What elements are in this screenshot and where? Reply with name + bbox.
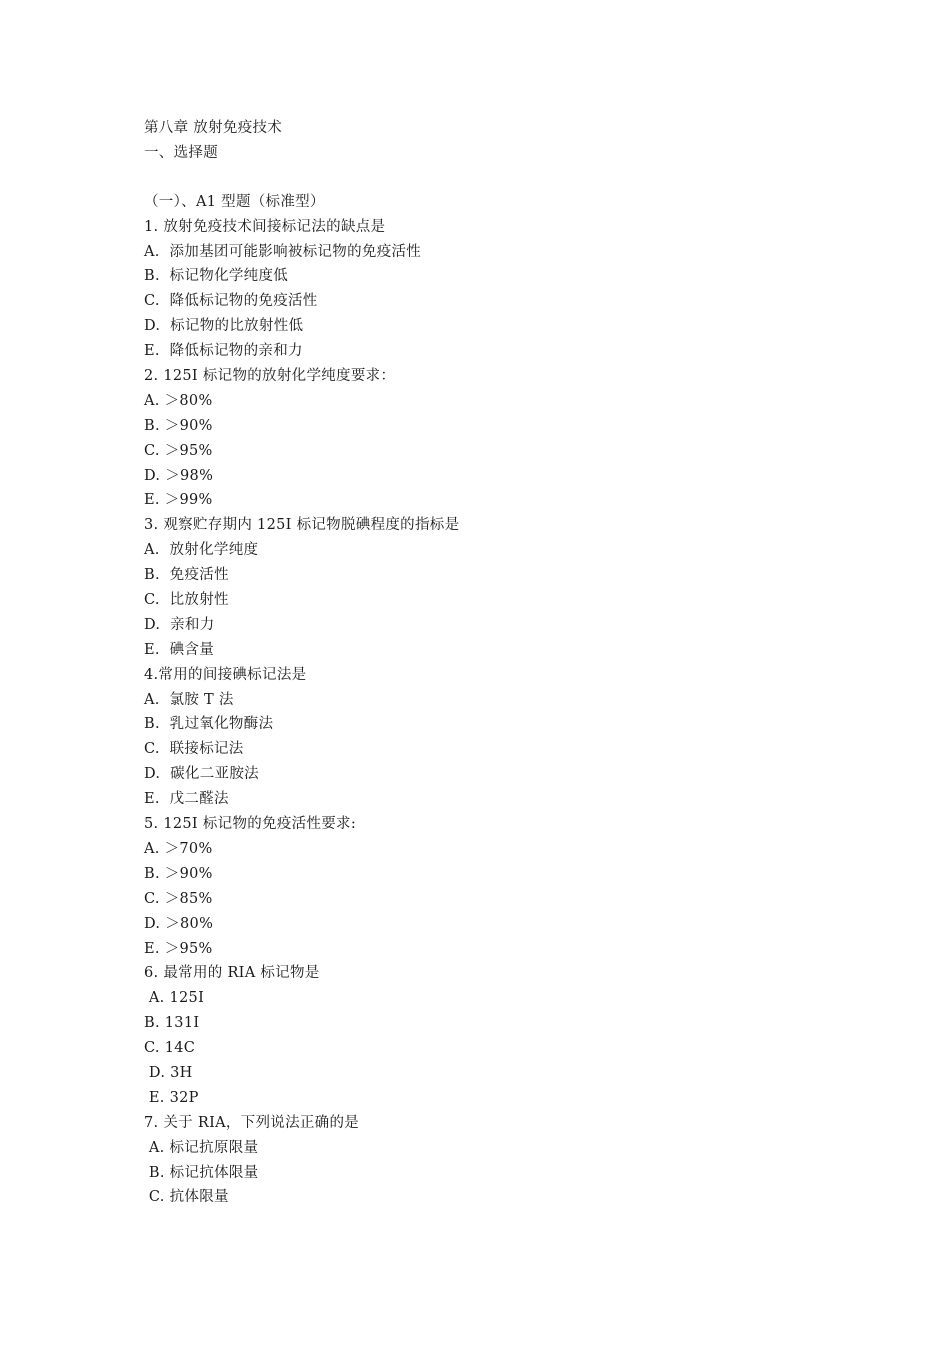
- answer-option: C. 联接标记法: [144, 741, 244, 758]
- answer-option: C. 比放射性: [144, 592, 229, 609]
- answer-option: D. 标记物的比放射性低: [144, 318, 304, 335]
- blank-line: [144, 166, 844, 190]
- answer-option: A. 添加基团可能影响被标记物的免疫活性: [144, 243, 422, 260]
- answer-option: B. 免疫活性: [144, 567, 229, 584]
- answer-option: A. ＞80%: [144, 392, 213, 409]
- answer-option: E. 戊二醛法: [144, 791, 229, 808]
- answer-option: C. 抗体限量: [144, 1189, 229, 1206]
- answer-option: D. ＞98%: [144, 467, 214, 484]
- answer-option: C. ＞95%: [144, 442, 213, 459]
- section-title: 一、选择题: [144, 144, 218, 161]
- answer-option: E. 32P: [144, 1089, 199, 1106]
- answer-option: B. 标记物化学纯度低: [144, 268, 289, 285]
- answer-option: D. ＞80%: [144, 915, 214, 932]
- question-stem: 3. 观察贮存期内 125I 标记物脱碘程度的指标是: [144, 517, 460, 534]
- question-stem: 1. 放射免疫技术间接标记法的缺点是: [144, 218, 386, 235]
- question-stem: 4.常用的间接碘标记法是: [144, 666, 307, 683]
- answer-option: E. ＞99%: [144, 492, 213, 509]
- answer-option: D. 3H: [144, 1064, 193, 1081]
- answer-option: B. ＞90%: [144, 865, 213, 882]
- answer-option: C. ＞85%: [144, 890, 213, 907]
- question-stem: 2. 125I 标记物的放射化学纯度要求：: [144, 368, 396, 385]
- answer-option: C. 14C: [144, 1040, 196, 1057]
- answer-option: B. 131I: [144, 1015, 200, 1032]
- question-stem: 7. 关于 RIA，下列说法正确的是: [144, 1114, 360, 1131]
- answer-option: A. 标记抗原限量: [144, 1139, 259, 1156]
- chapter-title: 第八章 放射免疫技术: [144, 120, 283, 136]
- answer-option: E. ＞95%: [144, 940, 213, 957]
- answer-option: B. ＞90%: [144, 417, 213, 434]
- question-stem: 5. 125I 标记物的免疫活性要求:: [144, 816, 357, 833]
- question-stem: 6. 最常用的 RIA 标记物是: [144, 965, 320, 982]
- answer-option: C. 降低标记物的免疫活性: [144, 293, 318, 310]
- answer-option: E. 降低标记物的亲和力: [144, 343, 303, 360]
- answer-option: A. ＞70%: [144, 840, 213, 857]
- answer-option: B. 乳过氧化物酶法: [144, 716, 274, 733]
- document-content: [144, 116, 844, 1210]
- answer-option: A. 125I: [144, 990, 205, 1007]
- answer-option: E. 碘含量: [144, 641, 215, 658]
- subsection-title: （一）、A1 型题（标准型）: [144, 193, 325, 210]
- answer-option: A. 氯胺 T 法: [144, 691, 234, 708]
- answer-option: D. 碳化二亚胺法: [144, 766, 259, 783]
- answer-option: B. 标记抗体限量: [144, 1164, 259, 1181]
- answer-option: A. 放射化学纯度: [144, 542, 259, 559]
- answer-option: D. 亲和力: [144, 616, 215, 633]
